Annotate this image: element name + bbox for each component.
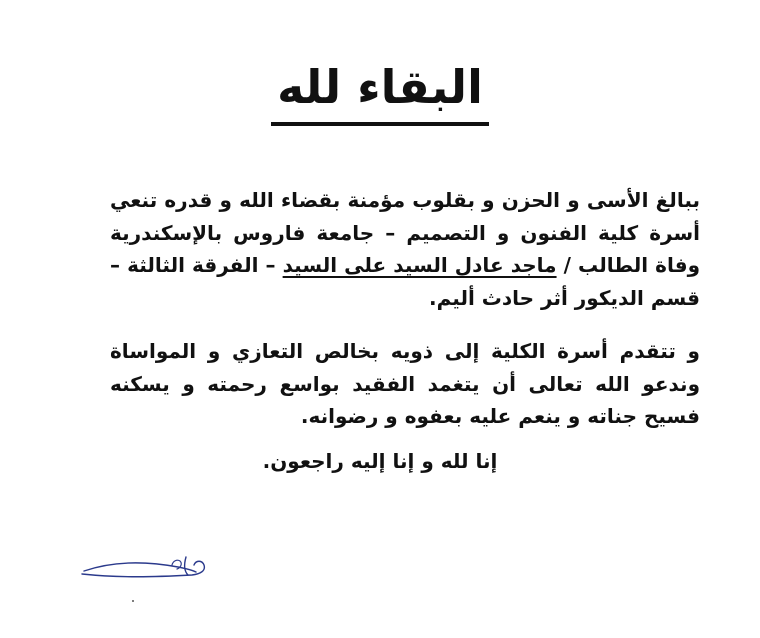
condolence-title [0,52,760,126]
title-text: البقاء لله [271,52,489,126]
signature [80,548,220,588]
student-name: ماجد عادل السيد على السيد [282,253,557,278]
closing-verse: إنا لله و إنا إليه راجعون. [262,449,498,473]
announcement-intro: ببالغ الأسى و الحزن و بقلوب مؤمنة بقضاء الله و قدره تنعي أسرة كلية الفنون و التصميم – جامعة فاروس بالإسكندرية وفاة الطالب / [110,188,701,278]
condolence-paragraph: و تتقدم أسرة الكلية إلى ذويه بخالص التعازي و المواساة وندعو الله تعالى أن يتغمد الفقيد بواسع رحمته و يسكنه فسيح جناته و ينعم عليه بعفوه و رضوانه. [110,339,700,429]
announcement-details: – الفرقة الثالثة – قسم الديكور أثر حادث أليم. [110,253,700,311]
scan-speck [132,600,134,602]
announcement-paragraph [110,184,700,315]
